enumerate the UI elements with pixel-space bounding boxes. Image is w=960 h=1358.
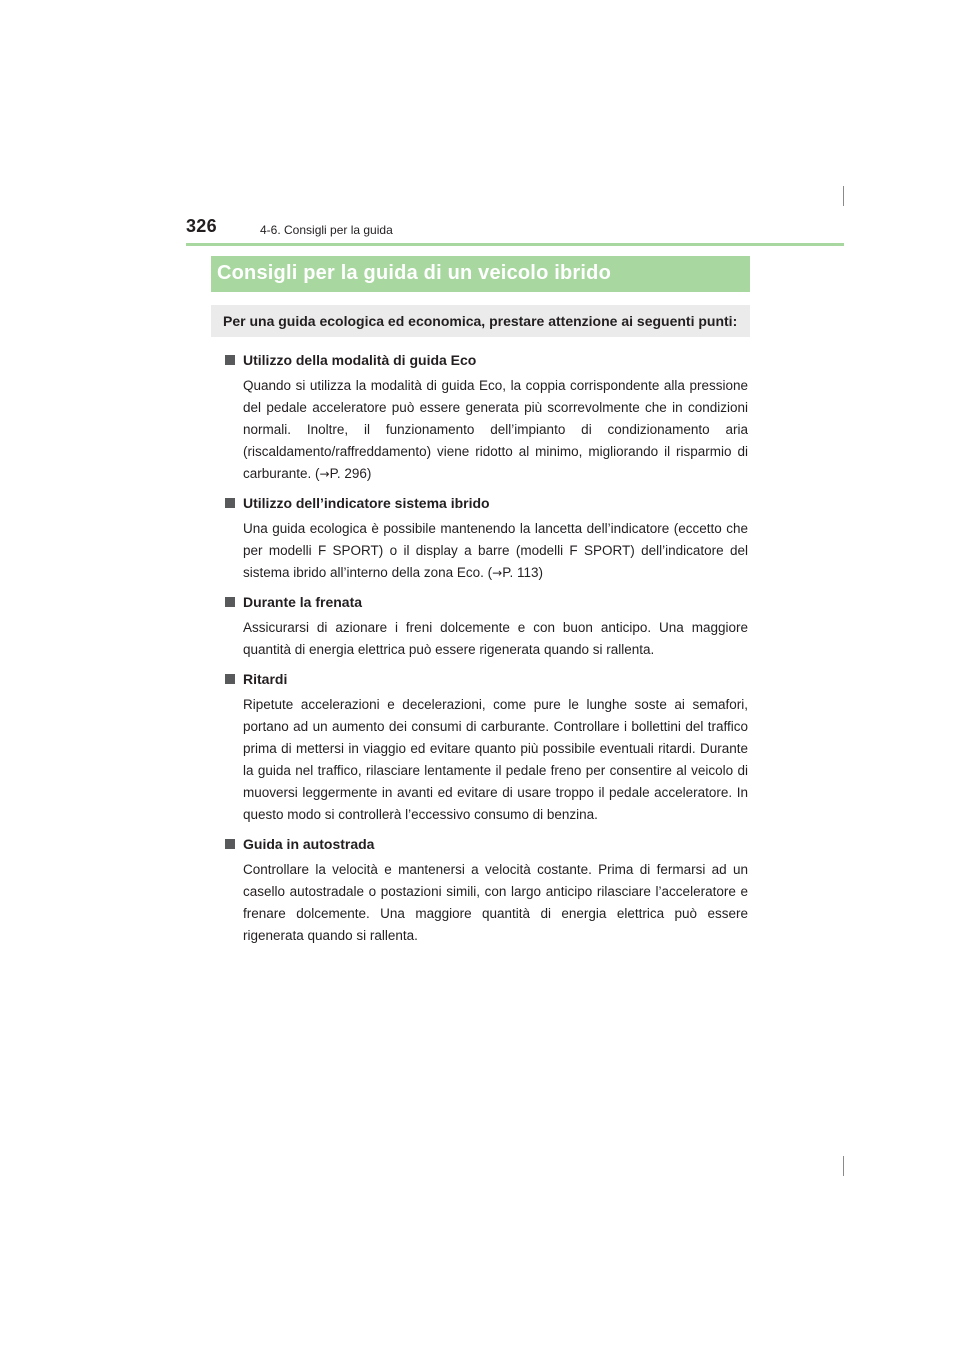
item-body [243, 518, 748, 584]
list-item [223, 348, 748, 485]
item-title: Utilizzo dell’indicatore sistema ibrido [243, 495, 490, 511]
item-heading [223, 348, 748, 372]
item-body [243, 859, 748, 947]
arrow-right-icon: → [319, 467, 330, 481]
item-title: Utilizzo della modalità di guida Eco [243, 352, 477, 368]
list-item [223, 667, 748, 826]
page-reference[interactable]: P. 113) [502, 565, 543, 580]
item-heading [223, 491, 748, 515]
item-body-text: Una guida ecologica è possibile mantenendo la lancetta dell’indicatore (eccetto che per modelli F SPORT) o il display a barre (modelli F SPORT) dell’indicatore del sistema ibrido all’interno della zona Eco. ( [243, 521, 748, 580]
page-reference[interactable]: P. 296) [329, 466, 372, 481]
header-rule [186, 243, 844, 246]
item-body-text: Controllare la velocità e mantenersi a velocità costante. Prima di fermarsi ad un casello autostradale o postazioni simili, con largo anticipo rilasciare l’acceleratore e frenare dolcemente. Una maggiore quantità di energia elettrica può essere rigenerata quando si rallenta. [243, 862, 748, 943]
square-bullet-icon [225, 839, 235, 849]
item-title: Guida in autostrada [243, 836, 375, 852]
square-bullet-icon [225, 597, 235, 607]
item-body-text: Assicurarsi di azionare i freni dolcemente e con buon anticipo. Una maggiore quantità di energia elettrica può essere rigenerata quando si rallenta. [243, 620, 748, 657]
item-heading [223, 832, 748, 856]
item-title: Ritardi [243, 671, 288, 687]
item-title: Durante la frenata [243, 594, 363, 610]
section-title-bar [211, 256, 750, 292]
square-bullet-icon [225, 674, 235, 684]
item-body-text: Ripetute accelerazioni e decelerazioni, come pure le lunghe soste ai semafori, portano ad un aumento dei consumi di carburante. Controllare i bollettini del traffico prima di mettersi in viaggio ed evitare quanto più possibile eventuali ritardi. Durante la guida nel traffico, rilasciare lentamente il pedale freno per consentire al veicolo di muoversi leggermente in avanti ed evitare di usare troppo il pedale acceleratore. In questo modo si controllerà l’eccessivo consumo di benzina. [243, 697, 748, 822]
list-item [223, 491, 748, 584]
item-body [243, 617, 748, 661]
crop-mark-bottom [843, 1156, 844, 1176]
section-label: 4-6. Consigli per la guida [260, 223, 393, 237]
square-bullet-icon [225, 498, 235, 508]
item-body-text: Quando si utilizza la modalità di guida Eco, la coppia corrispondente alla pressione del pedale acceleratore può essere generata più scorrevolmente che in condizioni normali. Inoltre, il funzionamento dell’impianto di condizionamento aria (riscaldamento/raffreddamento) viene ridotto al minimo, migliorando il risparmio di carburante. ( [243, 378, 748, 481]
arrow-right-icon: → [492, 566, 503, 580]
item-body [243, 694, 748, 826]
item-heading [223, 590, 748, 614]
tips-list [223, 348, 748, 953]
square-bullet-icon [225, 355, 235, 365]
item-heading [223, 667, 748, 691]
list-item [223, 590, 748, 661]
intro-box [211, 305, 750, 337]
page-header [186, 214, 844, 246]
intro-text: Per una guida ecologica ed economica, prestare attenzione ai seguenti punti: [223, 313, 738, 329]
page-number: 326 [186, 216, 217, 236]
item-body [243, 375, 748, 485]
list-item [223, 832, 748, 947]
crop-mark-top [843, 186, 844, 206]
section-title: Consigli per la guida di un veicolo ibrido [217, 262, 611, 284]
